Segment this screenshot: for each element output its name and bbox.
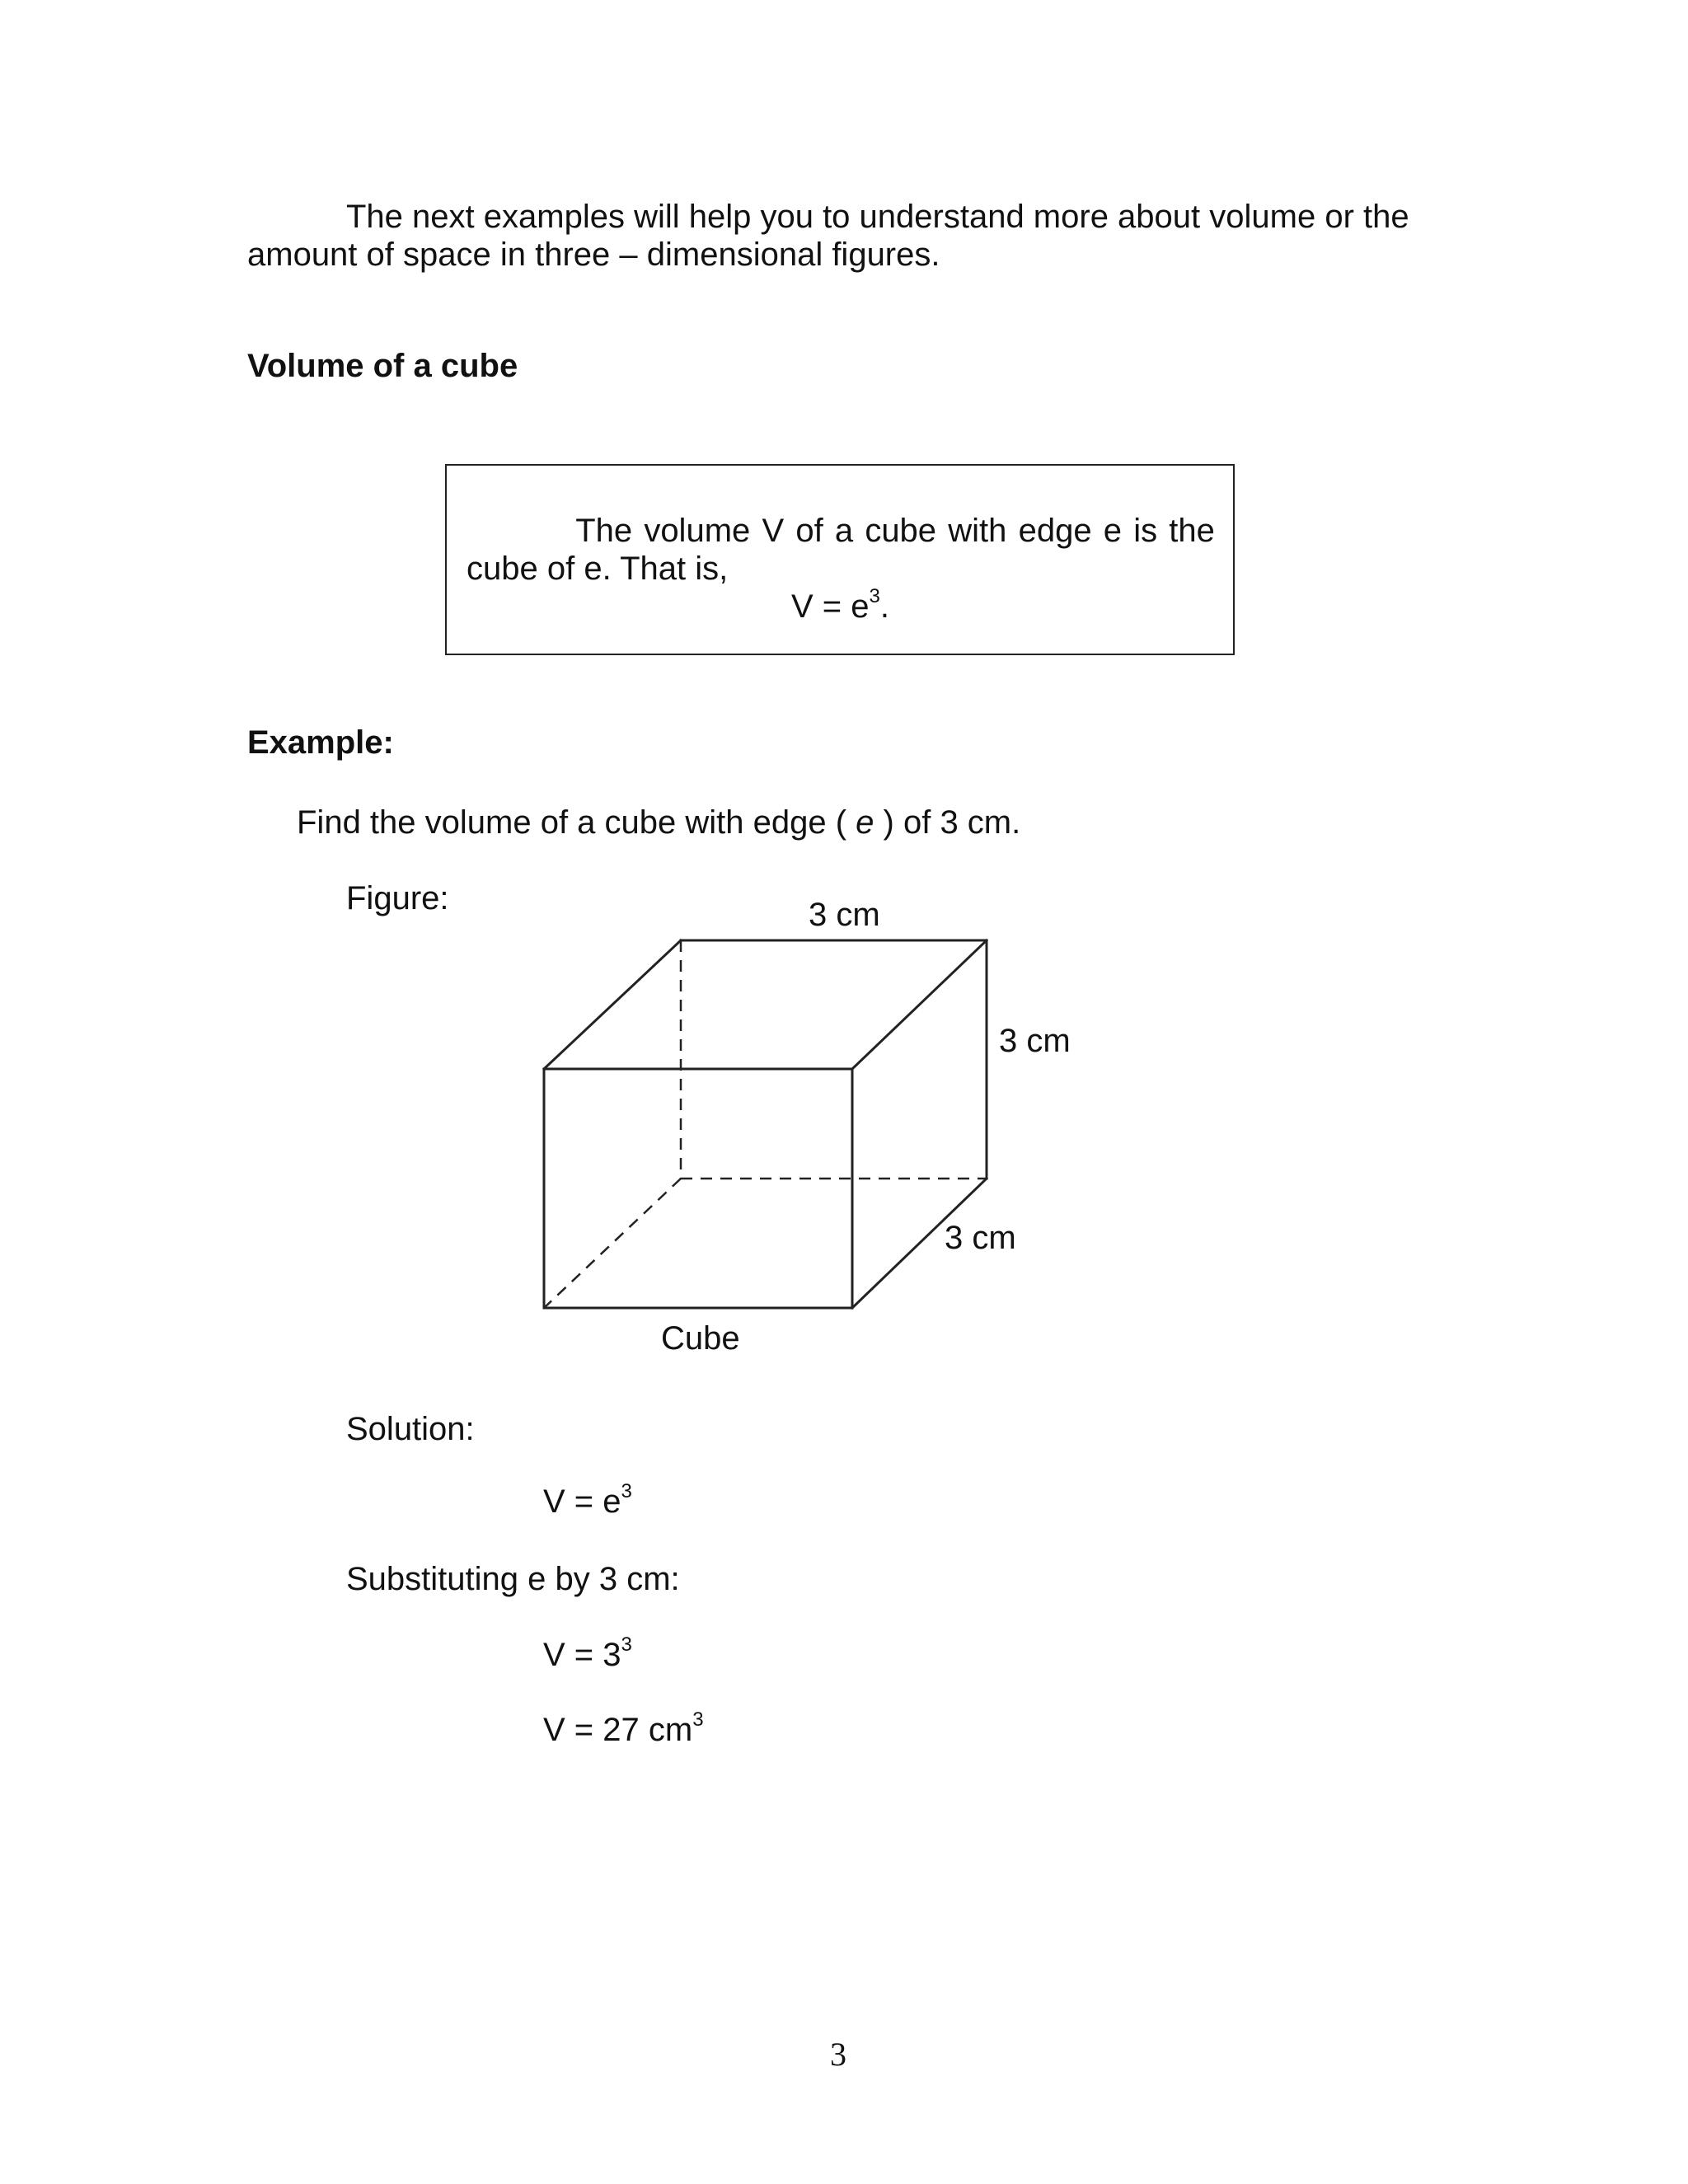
- definition-formula: $V = e^3$.: [791, 585, 889, 625]
- cube-edge-top-right: [852, 940, 987, 1069]
- definition-line-2: cube of e. That is,: [467, 551, 729, 587]
- example-heading: Example:: [247, 724, 394, 761]
- definition-word: cube: [865, 513, 937, 549]
- definition-word: a: [834, 513, 854, 549]
- definition-word: The: [575, 513, 633, 549]
- cube-caption: Cube: [661, 1320, 740, 1357]
- definition-word: volume: [644, 513, 751, 549]
- solution-step-2: $V = 3^3$: [543, 1633, 632, 1673]
- solution-label: Solution:: [346, 1411, 475, 1447]
- cube-hidden-edge-diagonal: [544, 1179, 681, 1308]
- cube-edge-top-left: [544, 940, 681, 1069]
- edge-label-top: 3 cm: [809, 897, 880, 933]
- definition-word: V: [762, 513, 785, 549]
- edge-label-depth: 3 cm: [945, 1220, 1016, 1256]
- solution-step-1: $V = e^3$: [543, 1480, 632, 1520]
- solution-step-3: V = 27 $cm^3$: [543, 1708, 704, 1748]
- definition-word: e: [1103, 513, 1122, 549]
- substitution-text: Substituting e by 3 cm:: [346, 1561, 680, 1597]
- intro-line-2: amount of space in three – dimensional figures.: [247, 237, 940, 273]
- example-problem: Find the volume of a cube with edge ( e ) of 3 cm.: [297, 804, 1021, 841]
- page-number: 3: [830, 2036, 846, 2073]
- definition-word: the: [1169, 513, 1215, 549]
- intro-line-1: The next examples will help you to understand more about volume or the: [346, 199, 1409, 235]
- cube-front-face: [544, 1069, 852, 1308]
- figure-label: Figure:: [346, 880, 449, 916]
- definition-word: is: [1133, 513, 1158, 549]
- definition-word: with: [948, 513, 1007, 549]
- definition-word: of: [795, 513, 823, 549]
- edge-label-right: 3 cm: [999, 1023, 1071, 1059]
- definition-word: edge: [1018, 513, 1092, 549]
- section-title: Volume of a cube: [247, 348, 518, 384]
